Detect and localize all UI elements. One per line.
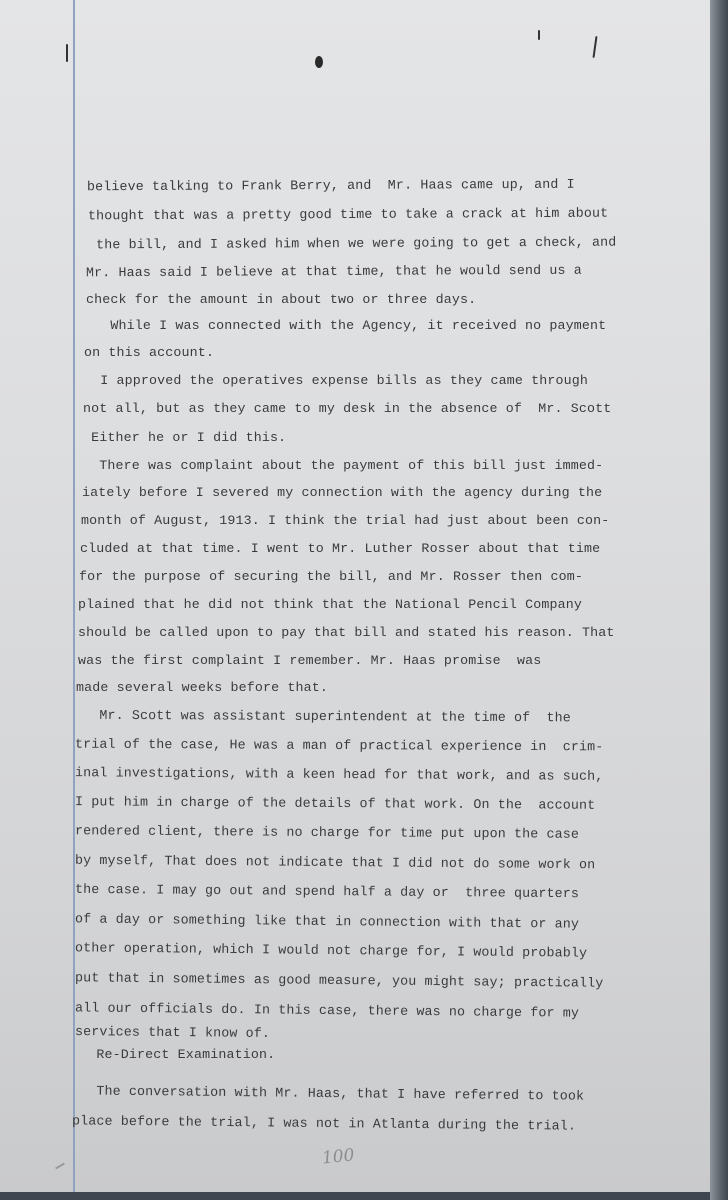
text-line-15: for the purpose of securing the bill, and Mr. Rosser then com- bbox=[79, 569, 584, 584]
text-line-3: the bill, and I asked him when we were going to get a check, and bbox=[87, 234, 617, 253]
ink-mark bbox=[592, 36, 597, 58]
page-edge-shadow bbox=[710, 0, 728, 1200]
text-line-5: check for the amount in about two or three days. bbox=[86, 292, 477, 307]
text-line-21: trial of the case, He was a man of practical experience in crim- bbox=[74, 736, 604, 755]
text-line-17: should be called upon to pay that bill and stated his reason. That bbox=[78, 625, 615, 640]
text-line-27: of a day or something like that in connection with that or any bbox=[74, 911, 580, 932]
text-line-29: put that in sometimes as good measure, you might say; practically bbox=[74, 970, 604, 991]
text-line-19: made several weeks before that. bbox=[76, 680, 329, 695]
text-line-25: by myself, That does not indicate that I did not do some work on bbox=[74, 852, 596, 873]
text-line-26: the case. I may go out and spend half a day or three quarters bbox=[74, 881, 580, 902]
text-line-20: Mr. Scott was assistant superintendent at the time of the bbox=[74, 707, 571, 726]
text-line-2: thought that was a pretty good time to take a crack at him about bbox=[87, 205, 609, 224]
text-line-24: rendered client, there is no charge for time put upon the case bbox=[74, 823, 580, 842]
punch-hole bbox=[315, 56, 323, 68]
text-line-32: Re-Direct Examination. bbox=[72, 1047, 276, 1062]
text-line-28: other operation, which I would not charge for, I would probably bbox=[74, 940, 588, 961]
text-line-10: Either he or I did this. bbox=[83, 430, 287, 445]
text-line-13: month of August, 1913. I think the trial had just about been con- bbox=[81, 513, 610, 528]
text-line-1: believe talking to Frank Berry, and Mr. Haas came up, and I bbox=[86, 176, 575, 195]
text-line-34: place before the trial, I was not in Atlanta during the trial. bbox=[71, 1113, 577, 1134]
text-line-30: all our officials do. In this case, there was no charge for my bbox=[74, 1000, 580, 1021]
page-number: 100 bbox=[321, 1145, 356, 1169]
text-line-6: While I was connected with the Agency, it received no payment bbox=[86, 318, 607, 333]
ink-mark bbox=[66, 44, 68, 62]
text-line-12: iately before I severed my connection with the agency during the bbox=[82, 485, 603, 500]
text-line-7: on this account. bbox=[84, 345, 215, 360]
text-line-18: was the first complaint I remember. Mr. Haas promise was bbox=[78, 653, 542, 668]
text-line-23: I put him in charge of the details of that work. On the account bbox=[74, 794, 596, 813]
text-line-33: The conversation with Mr. Haas, that I have referred to took bbox=[71, 1083, 585, 1104]
text-line-11: There was complaint about the payment of this bill just immed- bbox=[83, 458, 604, 473]
text-line-22: inal investigations, with a keen head for that work, and as such, bbox=[74, 765, 604, 784]
pencil-mark bbox=[55, 1163, 65, 1170]
text-line-16: plained that he did not think that the National Pencil Company bbox=[78, 597, 583, 612]
ink-mark bbox=[538, 30, 540, 40]
text-line-9: not all, but as they came to my desk in the absence of Mr. Scott bbox=[83, 401, 612, 416]
text-line-31: services that I know of. bbox=[74, 1023, 271, 1042]
text-line-14: cluded at that time. I went to Mr. Luther Rosser about that time bbox=[80, 541, 601, 556]
text-line-8: I approved the operatives expense bills as they came through bbox=[84, 373, 589, 388]
text-line-4: Mr. Haas said I believe at that time, that he would send us a bbox=[85, 262, 582, 281]
